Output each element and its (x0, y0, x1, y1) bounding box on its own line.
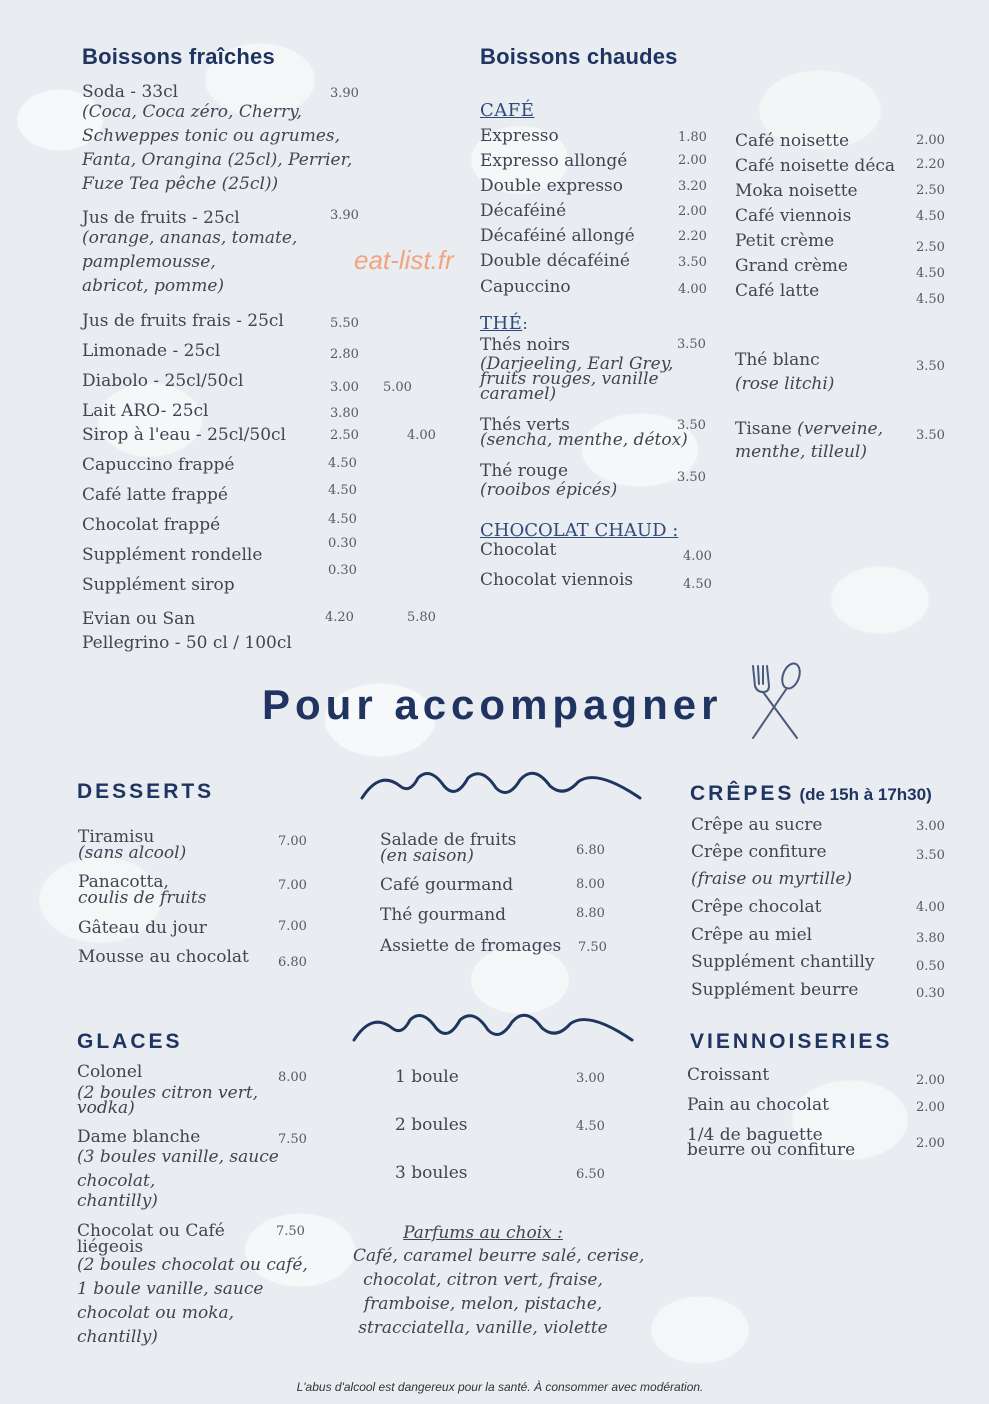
crepes-title: CRÊPES (690, 782, 795, 805)
item-desc: (en saison) (380, 846, 474, 866)
price: 6.80 (278, 955, 307, 970)
menu-item: Crêpe au sucre (691, 815, 823, 835)
price: 4.50 (916, 292, 945, 307)
soda-desc: Fuze Tea pêche (25cl)) (82, 174, 279, 194)
item-desc: (2 boules chocolat ou café, (77, 1255, 308, 1275)
item-desc: chocolat, (77, 1171, 156, 1191)
price: 7.00 (278, 878, 307, 893)
price-large: 5.00 (383, 380, 412, 395)
price: 0.30 (916, 986, 945, 1001)
menu-item: Grand crème (735, 256, 848, 276)
the-colon: : (522, 314, 528, 333)
juice-desc: (orange, ananas, tomate, (82, 228, 298, 248)
menu-item: Supplément beurre (691, 980, 859, 1000)
price: 2.20 (678, 229, 707, 244)
menu-item: Capuccino (480, 277, 571, 297)
price: 3.50 (916, 428, 945, 443)
menu-item: 3 boules (395, 1163, 468, 1183)
the-label: THÉ (480, 313, 523, 334)
price: 0.30 (328, 563, 357, 578)
menu-item-evian: Evian ou San (82, 609, 196, 629)
menu-item: Supplément chantilly (691, 952, 875, 972)
price: 2.50 (916, 183, 945, 198)
wave-decoration (360, 768, 642, 804)
price: 8.00 (278, 1070, 307, 1085)
menu-item: Sirop à l'eau - 25cl/50cl (82, 425, 286, 445)
juice-desc: abricot, pomme) (82, 276, 225, 296)
item-desc: (2 boules citron vert, (77, 1083, 259, 1103)
price: 4.50 (916, 266, 945, 281)
price: 6.80 (576, 843, 605, 858)
menu-item: Crêpe confiture (691, 842, 827, 862)
price: 3.80 (330, 406, 359, 421)
price: 3.00 (576, 1071, 605, 1086)
price: 7.50 (276, 1224, 305, 1239)
tisane-name: Tisane (735, 419, 792, 439)
price: 2.80 (330, 347, 359, 362)
viennoiseries-title: VIENNOISERIES (690, 1030, 893, 1053)
menu-item: Décaféiné allongé (480, 226, 635, 246)
menu-item: Café latte frappé (82, 485, 228, 505)
footer-disclaimer: L'abus d'alcool est dangereux pour la santé. À consommer avec modération. (296, 1380, 704, 1394)
price: 2.00 (678, 153, 707, 168)
chocolat-chaud-label: CHOCOLAT CHAUD : (480, 520, 679, 541)
item-desc: fruits rouges, vanille (480, 369, 659, 389)
price: 7.00 (278, 919, 307, 934)
price: 3.50 (677, 337, 706, 352)
price: 5.50 (330, 316, 359, 331)
price: 3.20 (678, 179, 707, 194)
price: 2.00 (916, 1073, 945, 1088)
parfums-line: chocolat, citron vert, fraise, (363, 1270, 603, 1290)
menu-item: Décaféiné (480, 201, 567, 221)
menu-item: Double expresso (480, 176, 623, 196)
item-desc: (fraise ou myrtille) (691, 869, 853, 889)
menu-item: Chocolat (480, 540, 557, 560)
menu-item: Tiramisu (78, 827, 155, 847)
menu-item: Café noisette déca (735, 156, 896, 176)
menu-item: Café viennois (735, 206, 852, 226)
item-desc: chantilly) (77, 1191, 158, 1211)
price: 2.00 (678, 204, 707, 219)
price-juice: 3.90 (330, 208, 359, 223)
menu-item: Thé gourmand (380, 905, 507, 925)
menu-item: Café noisette (735, 131, 850, 151)
price: 7.00 (278, 834, 307, 849)
price: 4.50 (576, 1119, 605, 1134)
price: 1.80 (678, 130, 707, 145)
price: 4.00 (683, 549, 712, 564)
fork-spoon-icon (745, 660, 807, 742)
menu-item: Assiette de fromages (380, 936, 562, 956)
menu-item: Crêpe au miel (691, 925, 813, 945)
item-desc: (rooibos épicés) (480, 480, 618, 500)
price: 8.00 (576, 877, 605, 892)
menu-item: Lait ARO- 25cl (82, 401, 209, 421)
price: 4.50 (328, 483, 357, 498)
price: 4.50 (683, 577, 712, 592)
parfums-line: Café, caramel beurre salé, cerise, (353, 1246, 645, 1266)
menu-item: Chocolat viennois (480, 570, 634, 590)
menu-item: Mousse au chocolat (78, 947, 249, 967)
menu-item: Thé rouge (480, 461, 569, 481)
price: 3.50 (678, 255, 707, 270)
price: 3.80 (916, 931, 945, 946)
menu-item-soda: Soda - 33cl (82, 82, 179, 102)
price: 2.20 (916, 157, 945, 172)
menu-item: Supplément rondelle (82, 545, 263, 565)
menu-item: Thés verts (480, 415, 570, 435)
menu-item: Diabolo - 25cl/50cl (82, 371, 244, 391)
menu-item: 1 boule (395, 1067, 459, 1087)
soda-desc: Fanta, Orangina (25cl), Perrier, (82, 150, 353, 170)
menu-item: Moka noisette (735, 181, 858, 201)
watermark: eat-list.fr (354, 245, 454, 275)
price-large: 5.80 (407, 610, 436, 625)
price: 3.50 (916, 848, 945, 863)
crepes-heading (690, 782, 932, 806)
price: 3.00 (916, 819, 945, 834)
menu-item: 1/4 de baguette (687, 1125, 823, 1145)
menu-item: 2 boules (395, 1115, 468, 1135)
price: 7.50 (578, 940, 607, 955)
menu-item: Café gourmand (380, 875, 514, 895)
hot-drinks-title: Boissons chaudes (480, 44, 678, 69)
item-desc: menthe, tilleul) (735, 442, 867, 462)
price: 2.00 (916, 133, 945, 148)
menu-item: Chocolat ou Café (77, 1221, 225, 1241)
menu-item: Expresso allongé (480, 151, 628, 171)
menu-item: Croissant (687, 1065, 770, 1085)
tisane-desc: (verveine, (797, 419, 884, 439)
menu-item-evian: Pellegrino - 50 cl / 100cl (82, 633, 292, 653)
price: 2.00 (916, 1100, 945, 1115)
menu-item: Chocolat frappé (82, 515, 221, 535)
cold-drinks-title: Boissons fraîches (82, 44, 275, 69)
menu-item (735, 420, 883, 439)
menu-item: Gâteau du jour (78, 918, 207, 938)
menu-item: Capuccino frappé (82, 455, 235, 475)
price: 4.50 (328, 456, 357, 471)
wave-decoration (352, 1010, 634, 1046)
price: 2.50 (330, 428, 359, 443)
menu-item: Dame blanche (77, 1127, 201, 1147)
item-desc: (3 boules vanille, sauce (77, 1147, 279, 1167)
menu-item: Jus de fruits frais - 25cl (82, 311, 284, 331)
menu-item: Thé blanc (735, 350, 820, 370)
menu-item: Pain au chocolat (687, 1095, 829, 1115)
price: 4.00 (678, 282, 707, 297)
crepes-hours: (de 15h à 17h30) (799, 785, 932, 804)
item-desc: 1 boule vanille, sauce (77, 1279, 264, 1299)
menu-item: Crêpe chocolat (691, 897, 822, 917)
item-desc: caramel) (480, 384, 557, 404)
desserts-title: DESSERTS (77, 780, 215, 803)
menu-item: Double décaféiné (480, 251, 630, 271)
item-desc: (Darjeeling, Earl Grey, (480, 354, 674, 374)
item-desc: (rose litchi) (735, 374, 835, 394)
price: 4.00 (916, 900, 945, 915)
menu-item: Supplément sirop (82, 575, 235, 595)
price: 3.50 (677, 470, 706, 485)
item-desc: chocolat ou moka, (77, 1303, 235, 1323)
price: 4.20 (325, 610, 354, 625)
accompany-title: Pour accompagner (262, 681, 723, 728)
item-desc: coulis de fruits (78, 888, 207, 908)
juice-desc: pamplemousse, (82, 252, 216, 272)
menu-item: Colonel (77, 1062, 143, 1082)
menu-item: Café latte (735, 281, 820, 301)
price: 7.50 (278, 1132, 307, 1147)
menu-item: Salade de fruits (380, 830, 517, 850)
parfums-line: stracciatella, vanille, violette (358, 1318, 608, 1338)
menu-item: Limonade - 25cl (82, 341, 221, 361)
cafe-section-label: CAFÉ (480, 100, 535, 121)
price: 4.50 (916, 209, 945, 224)
price-soda: 3.90 (330, 86, 359, 101)
price: 2.00 (916, 1136, 945, 1151)
item-desc: (sans alcool) (78, 843, 187, 863)
glaces-title: GLACES (77, 1030, 183, 1053)
soda-desc: (Coca, Coca zéro, Cherry, (82, 102, 302, 122)
item-desc: chantilly) (77, 1327, 158, 1347)
price: 0.50 (916, 959, 945, 974)
item-desc: (sencha, menthe, détox) (480, 430, 688, 450)
menu-item: Thés noirs (480, 335, 570, 355)
price: 6.50 (576, 1167, 605, 1182)
price: 2.50 (916, 240, 945, 255)
menu-item: Panacotta, (78, 872, 169, 892)
menu-item: Petit crème (735, 231, 835, 251)
menu-item: Expresso (480, 126, 559, 146)
price-large: 4.00 (407, 428, 436, 443)
price: 8.80 (576, 906, 605, 921)
item-desc: beurre ou confiture (687, 1140, 856, 1160)
menu-item-juice: Jus de fruits - 25cl (82, 208, 240, 228)
soda-desc: Schweppes tonic ou agrumes, (82, 126, 341, 146)
parfums-title: Parfums au choix : (403, 1223, 563, 1243)
the-section-label (480, 313, 528, 334)
price: 3.50 (677, 418, 706, 433)
price: 3.50 (916, 359, 945, 374)
price: 0.30 (328, 536, 357, 551)
menu-item: liégeois (77, 1237, 144, 1257)
price: 3.00 (330, 380, 359, 395)
parfums-line: framboise, melon, pistache, (363, 1294, 603, 1314)
item-desc: vodka) (77, 1098, 135, 1118)
price: 4.50 (328, 512, 357, 527)
